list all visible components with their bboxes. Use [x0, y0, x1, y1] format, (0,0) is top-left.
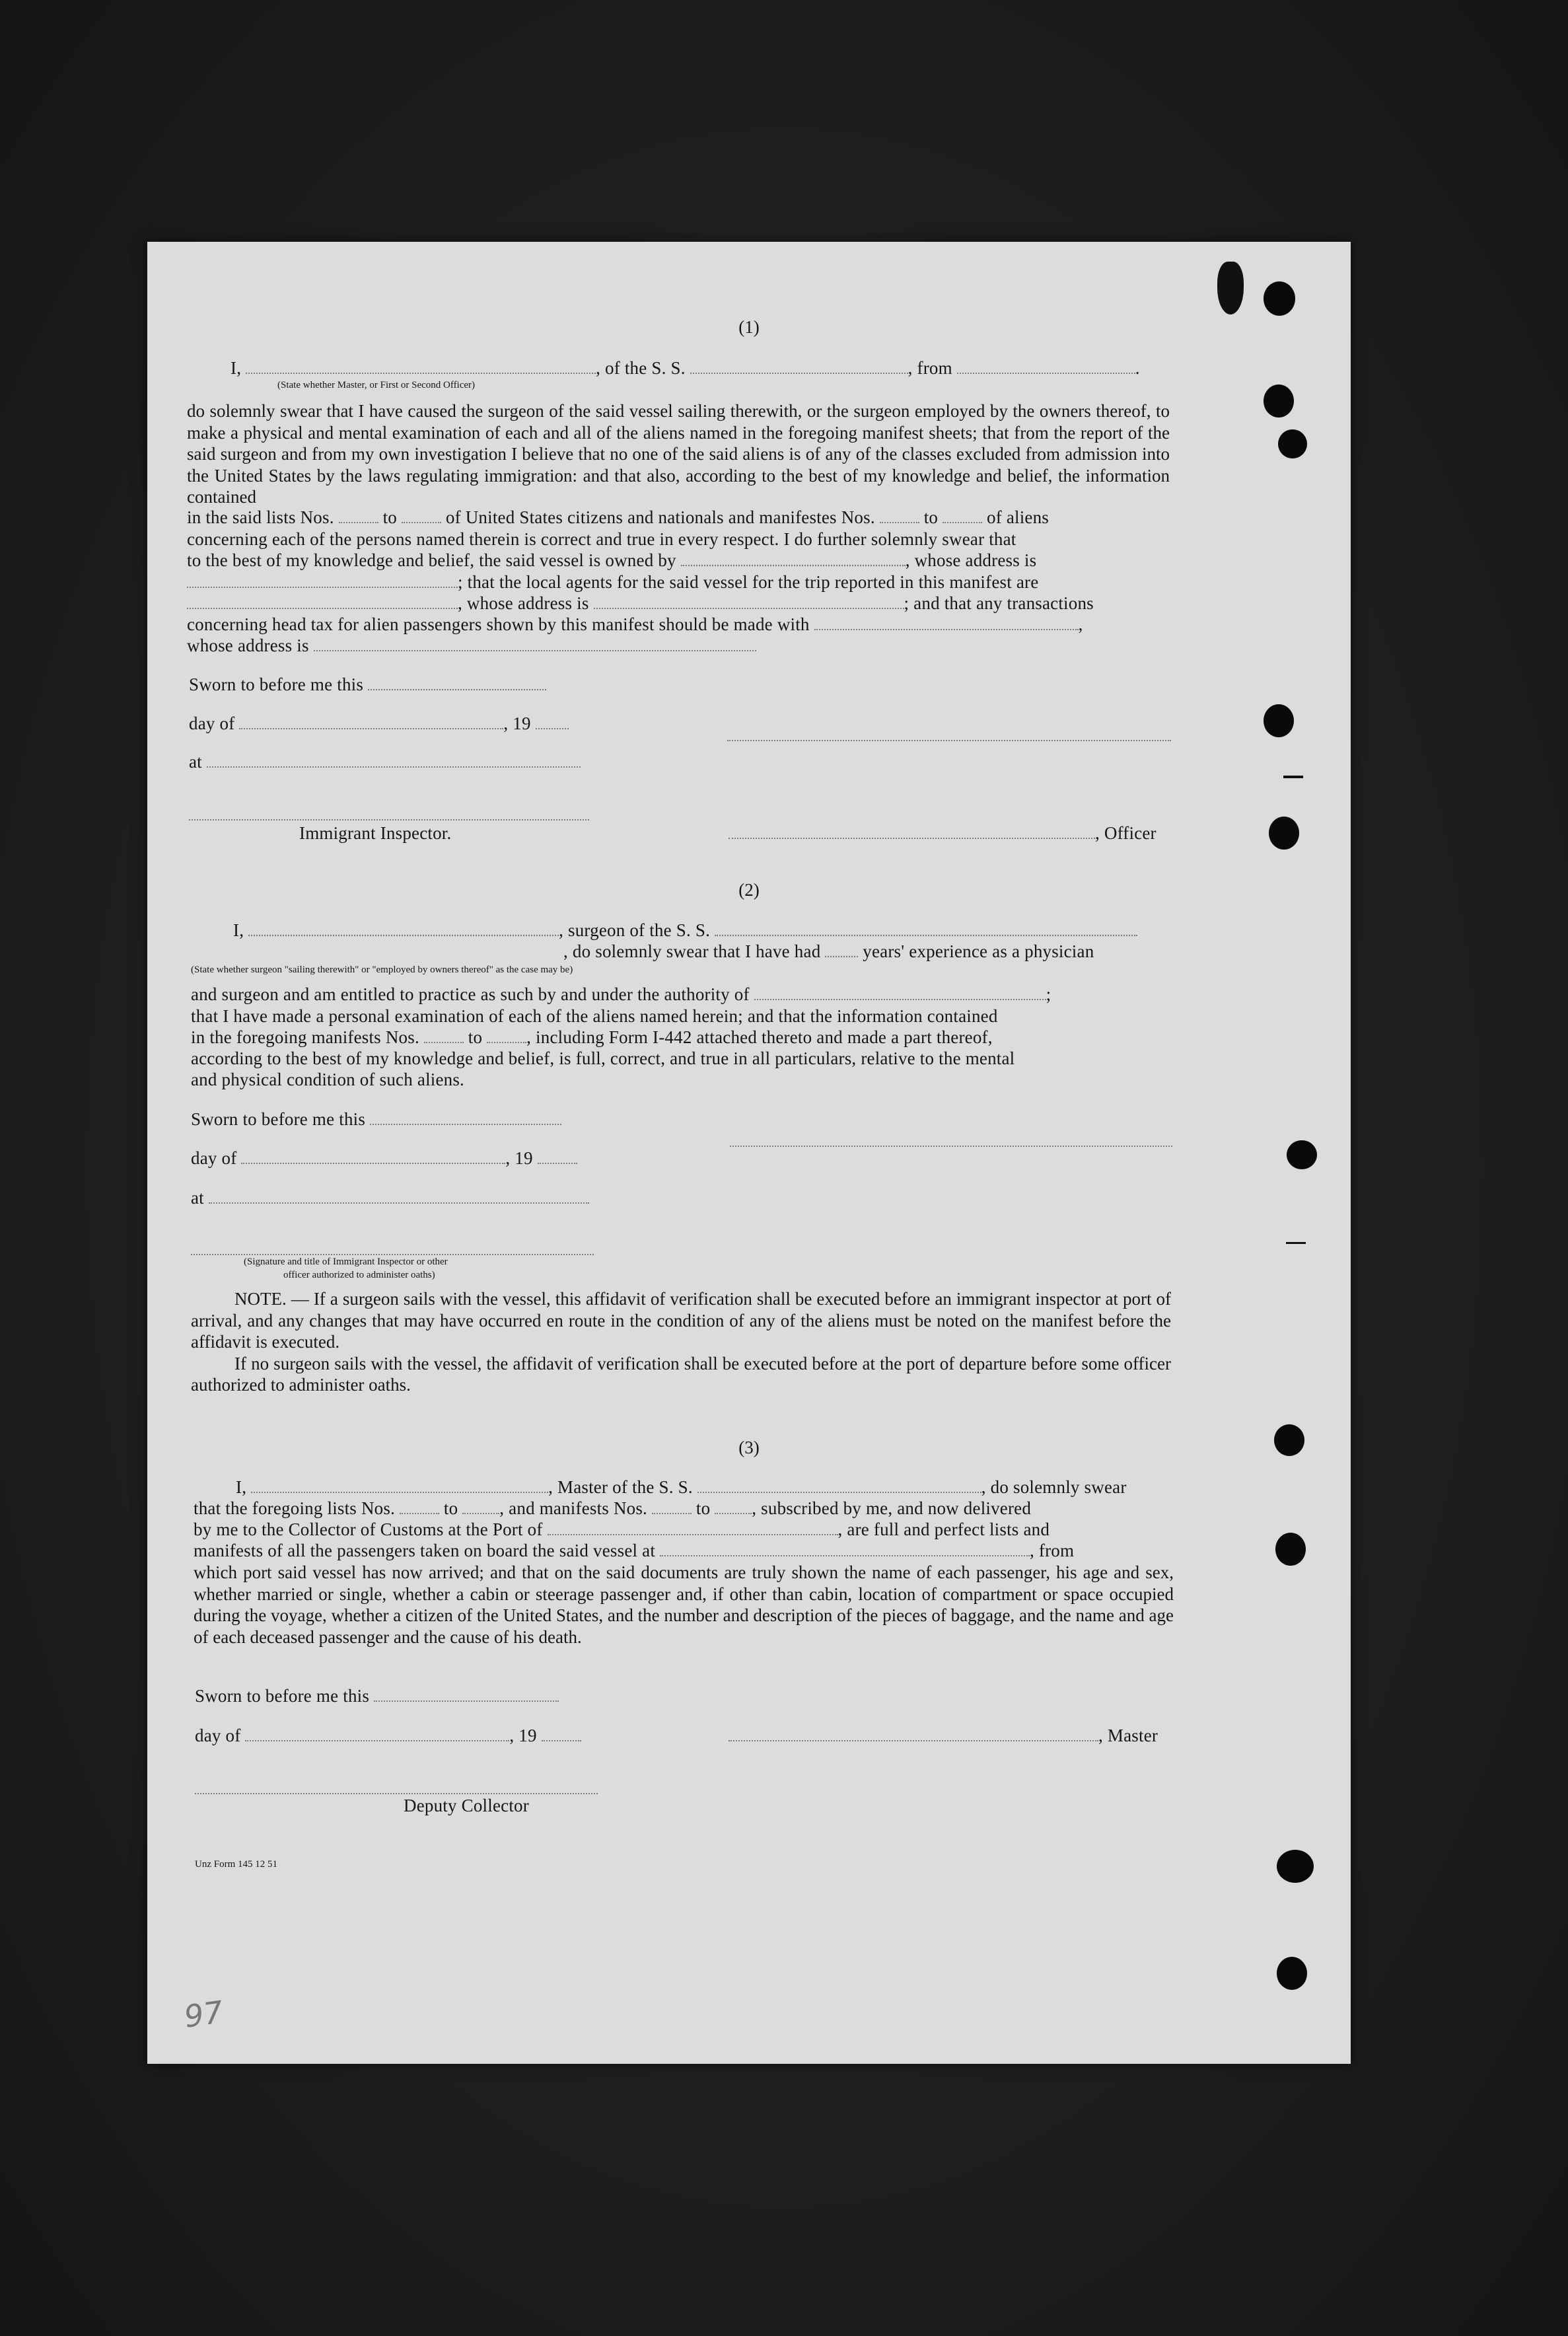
section-1-day — [189, 713, 569, 734]
section-2-number: (2) — [738, 880, 760, 900]
label: . — [1135, 358, 1140, 378]
label: , including Form I-442 attached thereto and made a part thereof, — [526, 1027, 993, 1047]
label: that the foregoing lists Nos. — [194, 1498, 396, 1518]
section-3-deputy-label: Deputy Collector — [404, 1796, 529, 1815]
label: to — [695, 1498, 711, 1518]
surgeon-vessel-blank[interactable] — [715, 922, 1137, 936]
dash-mark — [1286, 1242, 1306, 1244]
surgeon-signature-line[interactable] — [730, 1144, 1172, 1147]
label: to — [443, 1498, 458, 1518]
label: I, — [236, 1477, 247, 1497]
label: , Master — [1098, 1726, 1158, 1745]
section-3-number: (3) — [738, 1438, 760, 1457]
label: to — [382, 507, 397, 527]
label: day of — [191, 1148, 237, 1168]
name-blank[interactable] — [246, 359, 596, 374]
section-1-owned-line — [187, 550, 1036, 571]
section-2-header-line — [233, 920, 1137, 941]
manifest-to-blank[interactable] — [715, 1500, 752, 1514]
label: , whose address is — [905, 550, 1037, 570]
agent-address-blank[interactable] — [594, 595, 904, 609]
section-2-manifests-line — [191, 1027, 993, 1048]
label: day of — [189, 713, 235, 733]
ink-smudge — [1217, 262, 1244, 314]
section-1-inspector-label: Immigrant Inspector. — [299, 823, 452, 843]
at-blank[interactable] — [207, 753, 581, 768]
section-1-agent-address-line — [187, 593, 1094, 614]
at-blank[interactable] — [209, 1189, 589, 1204]
punch-hole — [1264, 384, 1294, 418]
sworn-day-blank[interactable] — [368, 676, 546, 690]
day-blank[interactable] — [239, 715, 503, 729]
label: I, — [231, 358, 242, 378]
label: , and manifests Nos. — [499, 1498, 647, 1518]
label: , Master of the S. S. — [548, 1477, 693, 1497]
master-signature-blank[interactable] — [729, 1727, 1098, 1741]
label: to — [468, 1027, 483, 1047]
day-blank[interactable] — [241, 1150, 505, 1164]
label: day of — [195, 1726, 241, 1745]
label: and surgeon and am entitled to practice as such by and under the authority of — [191, 984, 750, 1004]
label: manifests of all the passengers taken on board the said vessel at — [194, 1541, 656, 1560]
section-2-sig-note-2: officer authorized to administer oaths) — [283, 1270, 435, 1280]
sworn-day-blank[interactable] — [370, 1111, 561, 1125]
section-3-master-line — [729, 1726, 1158, 1746]
list-to-blank[interactable] — [462, 1500, 499, 1514]
label: of United States citizens and nationals and manifestes Nos. — [445, 507, 875, 527]
label: ; — [1046, 984, 1051, 1004]
label: , Officer — [1095, 823, 1157, 843]
label: I, — [233, 920, 244, 940]
agent-blank[interactable] — [187, 595, 458, 609]
label: , do solemnly swear — [981, 1477, 1127, 1497]
label: whose address is — [187, 636, 309, 655]
label: , are full and perfect lists and — [837, 1519, 1050, 1539]
section-1-officer-line — [729, 823, 1157, 844]
section-1-at — [189, 752, 581, 772]
manifest-from-blank[interactable] — [880, 509, 919, 523]
embark-port-blank[interactable] — [660, 1542, 1030, 1556]
label: by me to the Collector of Customs at the Port of — [194, 1519, 543, 1539]
note-text: NOTE. — If a surgeon sails with the vessel, this affidavit of verification shall be executed before an immigrant inspector at port of arrival, and any changes that may have occurred en route in the condition of any of the aliens must be noted on the manifest before the affidavit is executed. — [191, 1289, 1171, 1352]
handwritten-page-number: 97 — [182, 1994, 226, 2035]
label: concerning head tax for alien passengers shown by this manifest should be made with — [187, 614, 810, 634]
oath-text: which port said vessel has now arrived; and that on the said documents are truly shown the name of each passenger, his age and sex, whether married or single, whether a cabin or steerage passenger and, if other than cabin, location of compartment or space occupied during the voyage, whether a citizen of the United States, and the number and description of the pieces of baggage, and the name and age of each deceased passenger and the cause of his death. — [194, 1562, 1174, 1647]
note-text-2: If no surgeon sails with the vessel, the affidavit of verification shall be executed before at the port of departure before some officer authorized to administer oaths. — [191, 1353, 1171, 1395]
section-1-headtax-line — [187, 614, 1083, 635]
label: Sworn to before me this — [189, 675, 364, 694]
label: at — [191, 1188, 204, 1208]
master-vessel-blank[interactable] — [697, 1478, 981, 1493]
section-1-header-line — [231, 358, 1140, 379]
label: in the foregoing manifests Nos. — [191, 1027, 419, 1047]
punch-hole — [1269, 817, 1299, 850]
form-page — [147, 242, 1351, 2064]
section-3-day — [195, 1726, 581, 1746]
list-from-blank[interactable] — [339, 509, 378, 523]
punch-hole — [1287, 1140, 1317, 1169]
owner-blank[interactable] — [681, 552, 906, 566]
deputy-signature-line[interactable] — [195, 1792, 598, 1794]
label: in the said lists Nos. — [187, 507, 334, 527]
label: , — [1078, 614, 1083, 634]
years-blank[interactable] — [825, 943, 858, 957]
section-2-sworn — [191, 1109, 561, 1130]
authority-blank[interactable] — [754, 986, 1046, 1000]
inspector-signature-line[interactable] — [189, 818, 589, 821]
label: to the best of my knowledge and belief, the said vessel is owned by — [187, 550, 676, 570]
label: to — [923, 507, 939, 527]
label: , 19 — [505, 1148, 533, 1168]
label: , from — [1030, 1541, 1075, 1560]
section-1-number: (1) — [738, 317, 760, 337]
manifest-to-blank[interactable] — [487, 1029, 526, 1043]
section-2-day — [191, 1148, 577, 1169]
punch-hole — [1275, 1533, 1306, 1566]
label: Sworn to before me this — [195, 1686, 370, 1706]
punch-hole — [1277, 1957, 1307, 1990]
manifest-from-blank[interactable] — [652, 1500, 692, 1514]
section-1-headtax-address-line — [187, 636, 756, 656]
label: , from — [908, 358, 952, 378]
surgeon-name-blank[interactable] — [248, 922, 559, 936]
inspector-signature-line[interactable] — [191, 1253, 594, 1255]
list-from-blank[interactable] — [400, 1500, 439, 1514]
year-blank[interactable] — [542, 1727, 581, 1741]
section-1-officer-note: (State whether Master, or First or Second Officer) — [277, 380, 476, 390]
owner-address-blank[interactable] — [187, 573, 458, 588]
master-name-blank[interactable] — [251, 1478, 548, 1493]
label: , 19 — [509, 1726, 537, 1745]
officer-blank[interactable] — [729, 824, 1095, 839]
headtax-blank[interactable] — [814, 616, 1079, 630]
section-1-nos-line — [187, 507, 1049, 528]
from-blank[interactable] — [957, 359, 1135, 374]
list-to-blank[interactable] — [402, 509, 441, 523]
section-2-note-paragraph — [191, 1288, 1171, 1396]
section-2-authority-line — [191, 984, 1051, 1005]
section-1-agents-line — [187, 572, 1038, 593]
section-2-experience-line — [563, 941, 1094, 962]
section-2-surgeon-note: (State whether surgeon "sailing therewith" or "employed by owners thereof" as the case may be) — [191, 965, 573, 975]
label: , subscribed by me, and now delivered — [752, 1498, 1032, 1518]
label: , do solemnly swear that I have had — [563, 941, 821, 961]
section-3-collector-line — [194, 1519, 1050, 1540]
section-3-sworn — [195, 1686, 559, 1706]
label: ; and that any transactions — [904, 593, 1094, 613]
label: of aliens — [987, 507, 1050, 527]
manifest-from-blank[interactable] — [424, 1029, 464, 1043]
section-2-exam-line: that I have made a personal examination of each of the aliens named herein; and that the information contained — [191, 1006, 998, 1026]
section-2-at — [191, 1188, 589, 1208]
section-2-according-line: according to the best of my knowledge and belief, is full, correct, and true in all particulars, relative to the mental — [191, 1048, 1015, 1068]
label: , surgeon of the S. S. — [559, 920, 711, 940]
section-3-lists-line — [194, 1498, 1031, 1519]
label: Sworn to before me this — [191, 1109, 366, 1129]
label: , whose address is — [458, 593, 589, 613]
oath-text: do solemnly swear that I have caused the surgeon of the said vessel sailing therewith, or the surgeon employed by the owners thereof, to make a physical and mental examination of each and all of the aliens named in the foregoing manifest sheets; that from the report of the said surgeon and from my own investigation I believe that no one of the said aliens is of any of the classes excluded from admission into the United States by the laws regulating immigration: and that also, according to the best of my knowledge and belief, the information contained — [187, 401, 1170, 507]
section-3-header-line — [236, 1477, 1127, 1498]
label: at — [189, 752, 202, 772]
vessel-blank[interactable] — [690, 359, 908, 374]
dash-mark — [1283, 776, 1303, 778]
section-1-oath-body — [187, 400, 1170, 508]
label: years' experience as a physician — [863, 941, 1094, 961]
label: , of the S. S. — [596, 358, 686, 378]
label: , 19 — [503, 713, 531, 733]
section-1-sworn — [189, 675, 546, 695]
section-3-passengers-line — [194, 1541, 1074, 1561]
year-blank[interactable] — [538, 1150, 577, 1164]
sworn-day-blank[interactable] — [374, 1687, 559, 1702]
punch-hole — [1277, 1850, 1314, 1883]
port-blank[interactable] — [548, 1521, 838, 1535]
section-1-body2: concerning each of the persons named therein is correct and true in every respect. I do further solemnly swear that — [187, 529, 1016, 549]
section-3-body — [194, 1562, 1174, 1648]
manifest-to-blank[interactable] — [943, 509, 982, 523]
section-2-condition-line: and physical condition of such aliens. — [191, 1070, 465, 1089]
headtax-address-blank[interactable] — [314, 637, 756, 651]
punch-hole — [1264, 704, 1294, 737]
officer-signature-line[interactable] — [727, 739, 1171, 741]
year-blank[interactable] — [536, 715, 569, 729]
punch-hole — [1264, 281, 1295, 316]
day-blank[interactable] — [245, 1727, 509, 1741]
section-2-sig-note-1: (Signature and title of Immigrant Inspector or other — [244, 1257, 448, 1267]
form-number: Unz Form 145 12 51 — [195, 1859, 277, 1870]
punch-hole — [1278, 429, 1307, 458]
label: ; that the local agents for the said vessel for the trip reported in this manifest are — [458, 572, 1039, 592]
